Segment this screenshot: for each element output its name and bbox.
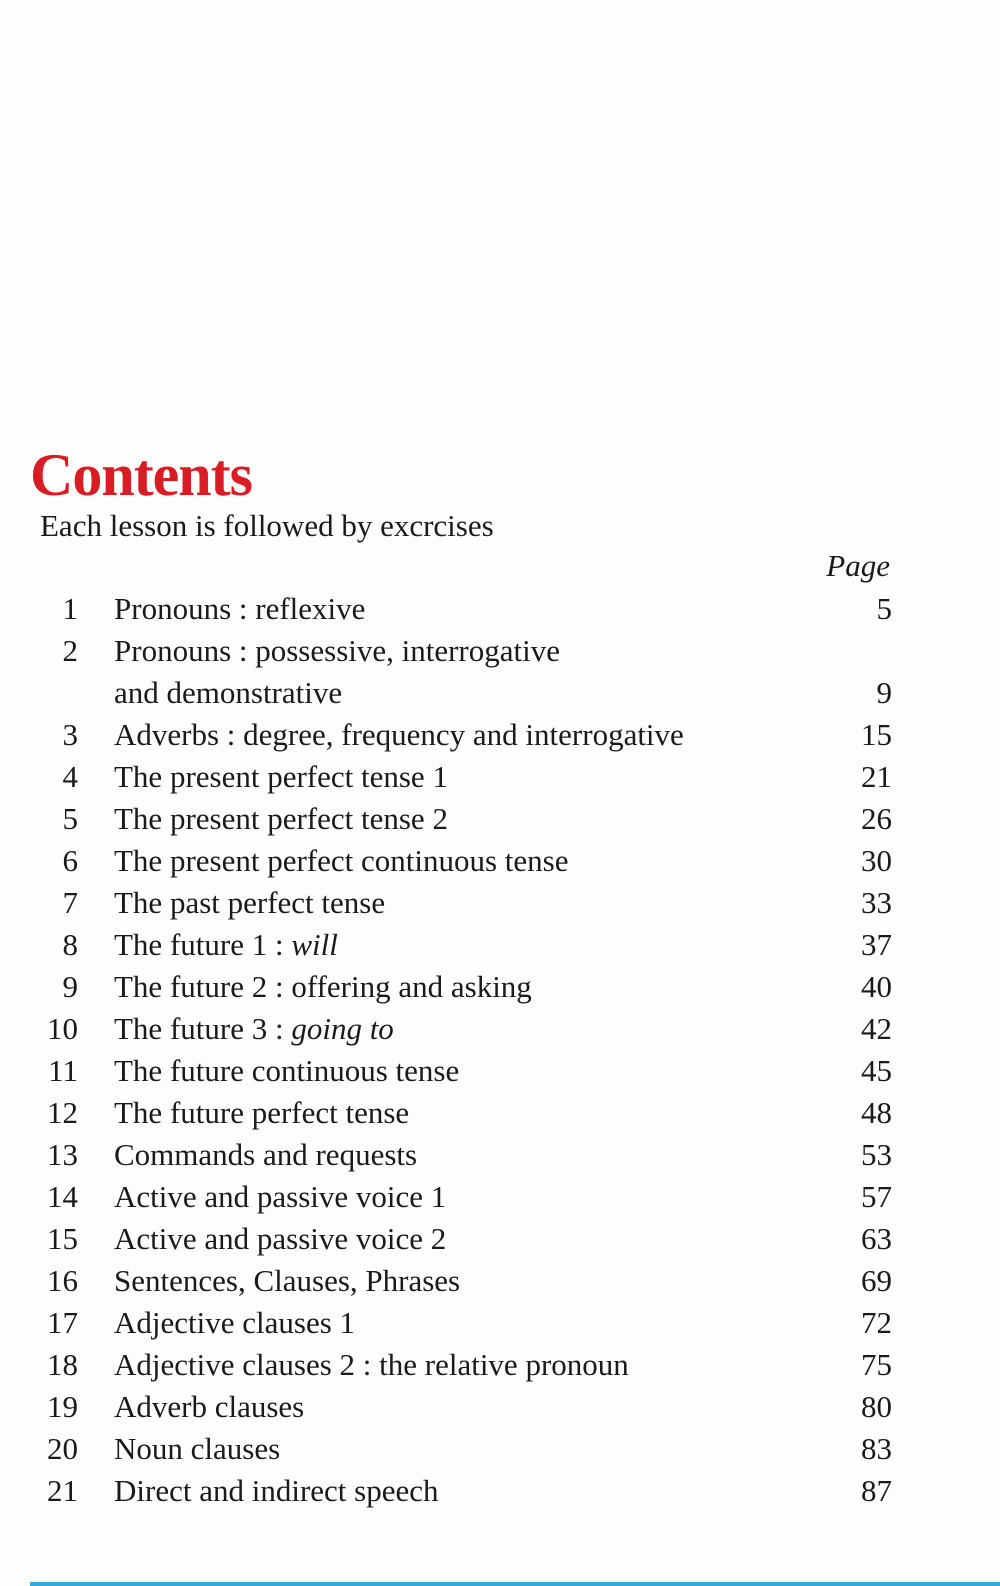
toc-entry-page: 63 bbox=[861, 1221, 892, 1256]
toc-entry-title-line: Active and passive voice 2 bbox=[114, 1221, 447, 1256]
toc-entry-title bbox=[114, 1260, 794, 1302]
toc-entry bbox=[0, 1050, 1000, 1092]
toc-entry-title-line: Pronouns : reflexive bbox=[114, 591, 366, 626]
toc-entry-page: 72 bbox=[861, 1305, 892, 1340]
toc-entry-page: 80 bbox=[861, 1389, 892, 1424]
toc-entry-number: 7 bbox=[62, 885, 78, 920]
toc-entry-title-line: The present perfect tense 1 bbox=[114, 759, 448, 794]
toc-entry-title bbox=[114, 588, 794, 630]
toc-entry bbox=[0, 1134, 1000, 1176]
toc-entry-title-line: Commands and requests bbox=[114, 1137, 418, 1172]
toc-entry-number: 16 bbox=[47, 1263, 78, 1298]
toc-entry-title bbox=[114, 798, 794, 840]
toc-entry-title-line: Direct and indirect speech bbox=[114, 1473, 439, 1508]
toc-entry-title bbox=[114, 1134, 794, 1176]
toc-entry-number: 21 bbox=[47, 1473, 78, 1508]
toc-entry-title bbox=[114, 966, 794, 1008]
toc-entry-title-line: The future 1 : will bbox=[114, 927, 338, 962]
toc-entry-number: 17 bbox=[47, 1305, 78, 1340]
toc-entry-title-line: The future 2 : offering and asking bbox=[114, 969, 532, 1004]
table-of-contents bbox=[0, 588, 1000, 1512]
toc-entry-number: 14 bbox=[47, 1179, 78, 1214]
toc-entry-page: 53 bbox=[861, 1137, 892, 1172]
toc-entry-page: 9 bbox=[876, 675, 892, 710]
toc-entry bbox=[0, 840, 1000, 882]
toc-entry bbox=[0, 798, 1000, 840]
toc-entry-number: 19 bbox=[47, 1389, 78, 1424]
page-title: Contents bbox=[30, 442, 253, 508]
toc-entry bbox=[0, 882, 1000, 924]
toc-entry bbox=[0, 1218, 1000, 1260]
toc-entry-number: 3 bbox=[62, 717, 78, 752]
toc-entry-page: 45 bbox=[861, 1053, 892, 1088]
toc-entry-title bbox=[114, 756, 794, 798]
toc-entry bbox=[0, 1470, 1000, 1512]
toc-entry-title bbox=[114, 1470, 794, 1512]
toc-entry-page: 33 bbox=[861, 885, 892, 920]
toc-entry bbox=[0, 588, 1000, 630]
toc-entry-title bbox=[114, 1218, 794, 1260]
toc-entry-title-line: Adjective clauses 2 : the relative pronoun bbox=[114, 1347, 629, 1382]
toc-entry-number: 1 bbox=[62, 591, 78, 626]
toc-entry bbox=[0, 1428, 1000, 1470]
toc-entry bbox=[0, 1344, 1000, 1386]
toc-entry-number: 15 bbox=[47, 1221, 78, 1256]
toc-entry-title-line: The past perfect tense bbox=[114, 885, 386, 920]
toc-entry-page: 30 bbox=[861, 843, 892, 878]
toc-entry-title bbox=[114, 1344, 794, 1386]
toc-entry-number: 8 bbox=[62, 927, 78, 962]
toc-entry-title-line: The future continuous tense bbox=[114, 1053, 460, 1088]
toc-entry-title bbox=[114, 1386, 794, 1428]
toc-entry bbox=[0, 756, 1000, 798]
toc-entry-page: 21 bbox=[861, 759, 892, 794]
toc-entry-title bbox=[114, 1302, 794, 1344]
toc-entry-title-line: Active and passive voice 1 bbox=[114, 1179, 447, 1214]
toc-entry-number: 5 bbox=[62, 801, 78, 836]
toc-entry-page: 69 bbox=[861, 1263, 892, 1298]
toc-entry-title-line: Noun clauses bbox=[114, 1431, 281, 1466]
toc-entry bbox=[0, 630, 1000, 714]
page-column-label: Page bbox=[826, 548, 890, 583]
toc-entry-title-line: Pronouns : possessive, interrogative bbox=[114, 633, 561, 668]
toc-entry-title-line: Adverbs : degree, frequency and interrogative bbox=[114, 717, 684, 752]
toc-entry-title bbox=[114, 1092, 794, 1134]
toc-entry-page: 15 bbox=[861, 717, 892, 752]
toc-entry-number: 10 bbox=[47, 1011, 78, 1046]
toc-entry bbox=[0, 1092, 1000, 1134]
page-subtitle: Each lesson is followed by excrcises bbox=[40, 508, 494, 543]
toc-entry-number: 20 bbox=[47, 1431, 78, 1466]
toc-entry-number: 6 bbox=[62, 843, 78, 878]
toc-entry-page: 42 bbox=[861, 1011, 892, 1046]
toc-entry-number: 12 bbox=[47, 1095, 78, 1130]
bottom-edge-band bbox=[30, 1582, 1000, 1586]
toc-entry bbox=[0, 1176, 1000, 1218]
toc-entry-title bbox=[114, 1428, 794, 1470]
toc-entry-title bbox=[114, 1008, 794, 1050]
toc-entry-title-line: and demonstrative bbox=[114, 675, 343, 710]
toc-entry bbox=[0, 966, 1000, 1008]
toc-entry-title-line: The future perfect tense bbox=[114, 1095, 410, 1130]
toc-entry-page: 48 bbox=[861, 1095, 892, 1130]
toc-entry-number: 9 bbox=[62, 969, 78, 1004]
toc-entry-page: 37 bbox=[861, 927, 892, 962]
toc-entry-number: 4 bbox=[62, 759, 78, 794]
toc-entry bbox=[0, 1386, 1000, 1428]
toc-entry-title bbox=[114, 1050, 794, 1092]
toc-entry-page: 83 bbox=[861, 1431, 892, 1466]
toc-entry bbox=[0, 924, 1000, 966]
toc-entry bbox=[0, 1302, 1000, 1344]
toc-entry-title bbox=[114, 1176, 794, 1218]
toc-entry-page: 57 bbox=[861, 1179, 892, 1214]
toc-entry-page: 26 bbox=[861, 801, 892, 836]
toc-entry-title-line: Sentences, Clauses, Phrases bbox=[114, 1263, 461, 1298]
toc-entry-title bbox=[114, 714, 794, 756]
toc-entry bbox=[0, 1260, 1000, 1302]
toc-entry-number: 2 bbox=[62, 633, 78, 668]
toc-entry-title-line: The present perfect continuous tense bbox=[114, 843, 569, 878]
toc-entry-title-line: The future 3 : going to bbox=[114, 1011, 394, 1046]
toc-entry-page: 40 bbox=[861, 969, 892, 1004]
toc-entry-number: 18 bbox=[47, 1347, 78, 1382]
toc-entry-title bbox=[114, 882, 794, 924]
toc-entry bbox=[0, 714, 1000, 756]
toc-entry bbox=[0, 1008, 1000, 1050]
toc-entry-title-line: The present perfect tense 2 bbox=[114, 801, 448, 836]
toc-entry-number: 13 bbox=[47, 1137, 78, 1172]
toc-entry-title bbox=[114, 924, 794, 966]
toc-entry-page: 87 bbox=[861, 1473, 892, 1508]
toc-entry-page: 5 bbox=[876, 591, 892, 626]
toc-entry-title-line: Adjective clauses 1 bbox=[114, 1305, 356, 1340]
toc-entry-title bbox=[114, 840, 794, 882]
toc-entry-title bbox=[114, 630, 794, 714]
toc-entry-page: 75 bbox=[861, 1347, 892, 1382]
toc-entry-title-line: Adverb clauses bbox=[114, 1389, 305, 1424]
toc-entry-number: 11 bbox=[48, 1053, 78, 1088]
